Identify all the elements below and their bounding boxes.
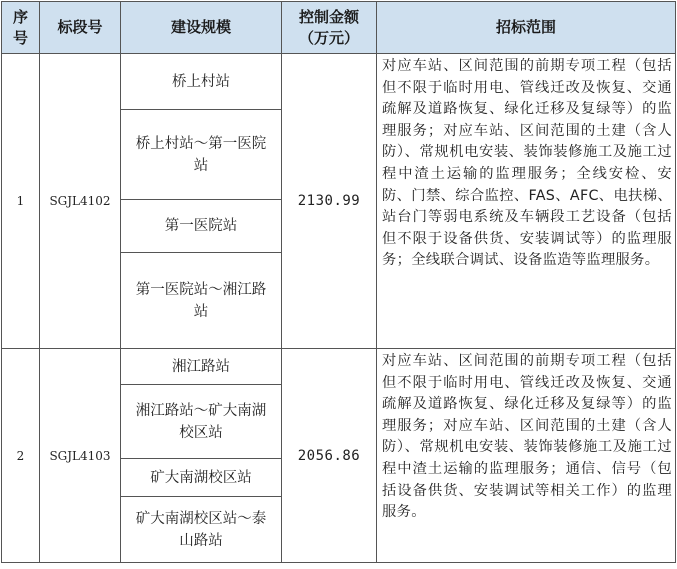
station-cell: 第一医院站 <box>121 200 282 253</box>
row-section: SGJL4102 <box>40 54 121 349</box>
station-cell: 湘江路站～矿大南湖校区站 <box>121 385 282 459</box>
row-amount: 2130.99 <box>282 54 377 349</box>
row-seq: 1 <box>2 54 40 349</box>
station-cell: 湘江路站 <box>121 349 282 385</box>
header-section: 标段号 <box>40 2 121 54</box>
header-amount <box>282 2 377 54</box>
station-cell: 第一医院站～湘江路站 <box>121 253 282 349</box>
row-amount: 2056.86 <box>282 349 377 563</box>
row-seq: 2 <box>2 349 40 563</box>
header-scale: 建设规模 <box>121 2 282 54</box>
table-row <box>2 54 676 110</box>
table-row <box>2 349 676 385</box>
station-cell: 桥上村站 <box>121 54 282 110</box>
header-seq: 序号 <box>2 2 40 54</box>
row-scope: 对应车站、区间范围的前期专项工程（包括但不限于临时用电、管线迁改及恢复、交通疏解及道路恢复、绿化迁移及复绿等）的监理服务；对应车站、区间范围的土建（含人防）、常规机电安装、装饰装修施工及施工过程中渣土运输的监理服务；全线安检、安防、门禁、综合监控、FAS、AFC、电扶梯、站台门等弱电系统及车辆段工艺设备（包括但不限于设备供货、安装调试等）的监理服务；全线联合调试、设备监造等监理服务。 <box>377 54 676 349</box>
header-scope: 招标范围 <box>377 2 676 54</box>
header-amount-line1: 控制金额 <box>298 7 359 26</box>
row-section: SGJL4103 <box>40 349 121 563</box>
station-cell: 桥上村站～第一医院站 <box>121 110 282 200</box>
row-scope: 对应车站、区间范围的前期专项工程（包括但不限于临时用电、管线迁改及恢复、交通疏解及道路恢复、绿化迁移及复绿等）的监理服务；对应车站、区间范围的土建（含人防）、常规机电安装、装饰装修施工及施工过程中渣土运输的监理服务；通信、信号（包括设备供货、安装调试等相关工作）的监理服务。 <box>377 349 676 563</box>
header-amount-line2: （万元） <box>298 28 359 47</box>
tender-table <box>1 1 676 563</box>
station-cell: 矿大南湖校区站 <box>121 459 282 497</box>
header-row <box>2 2 676 54</box>
station-cell: 矿大南湖校区站～泰山路站 <box>121 497 282 563</box>
